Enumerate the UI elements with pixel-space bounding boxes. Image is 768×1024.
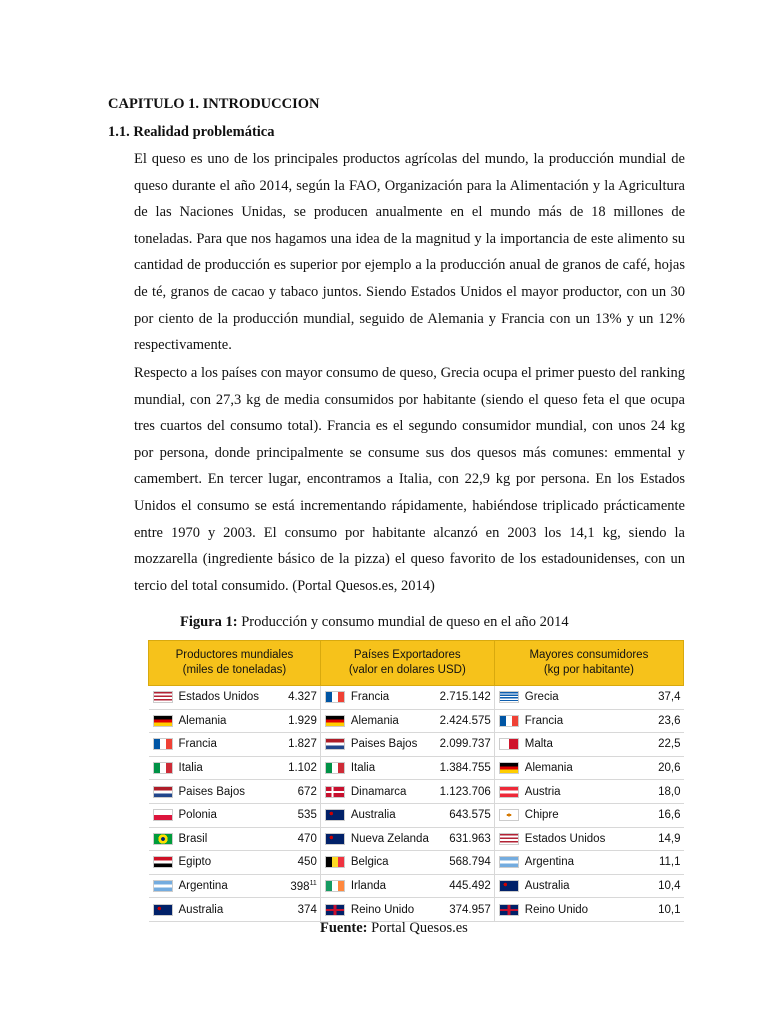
producer-country: Alemania: [149, 709, 278, 733]
header-producers: Productores mundiales (miles de toneladas): [149, 641, 321, 686]
section-heading: 1.1. Realidad problemática: [108, 124, 275, 140]
flag-ar-icon: [153, 880, 173, 892]
figure-source-label: Fuente:: [320, 920, 368, 936]
flag-de-icon: [325, 715, 345, 727]
exporter-country: Alemania: [320, 709, 433, 733]
producer-value: 4.327: [278, 686, 321, 710]
flag-fr-icon: [499, 715, 519, 727]
flag-nl-icon: [153, 786, 173, 798]
consumer-value: 11,1: [629, 851, 684, 875]
producer-value: 450: [278, 851, 321, 875]
exporter-value: 374.957: [433, 898, 494, 922]
flag-au-icon: [153, 904, 173, 916]
exporter-value: 568.794: [433, 851, 494, 875]
table-row: [149, 733, 684, 757]
consumer-value: 37,4: [629, 686, 684, 710]
table-row: [149, 851, 684, 875]
consumer-value: 20,6: [629, 756, 684, 780]
producer-country: Estados Unidos: [149, 686, 278, 710]
figure-caption-label: Figura 1:: [180, 614, 238, 630]
flag-uk-icon: [499, 904, 519, 916]
flag-dk-icon: [325, 786, 345, 798]
producer-country: Paises Bajos: [149, 780, 278, 804]
consumer-value: 14,9: [629, 827, 684, 851]
exporter-value: 2.424.575: [433, 709, 494, 733]
table-header-row: [149, 641, 684, 686]
exporter-country: Paises Bajos: [320, 733, 433, 757]
consumer-country: Malta: [494, 733, 628, 757]
header-consumers: Mayores consumidores (kg por habitante): [494, 641, 683, 686]
exporter-country: Dinamarca: [320, 780, 433, 804]
consumer-country: Alemania: [494, 756, 628, 780]
flag-au-icon: [325, 809, 345, 821]
figure-caption-text: Producción y consumo mundial de queso en el año 2014: [237, 614, 569, 630]
exporter-value: 2.715.142: [433, 686, 494, 710]
table-row: [149, 827, 684, 851]
producer-value: $398^{11}$: [278, 874, 321, 898]
exporter-country: Nueva Zelanda: [320, 827, 433, 851]
consumer-country: Francia: [494, 709, 628, 733]
flag-eg-icon: [153, 856, 173, 868]
flag-us-icon: [499, 833, 519, 845]
producer-value: 535: [278, 803, 321, 827]
flag-fr-icon: [325, 691, 345, 703]
consumer-country: Australia: [494, 874, 628, 898]
flag-nz-icon: [325, 833, 345, 845]
exporter-value: 2.099.737: [433, 733, 494, 757]
flag-nl-icon: [325, 738, 345, 750]
figure-source-text: Portal Quesos.es: [367, 920, 468, 936]
flag-ie-icon: [325, 880, 345, 892]
table-row: [149, 686, 684, 710]
chapter-heading: CAPITULO 1. INTRODUCCION: [108, 96, 320, 112]
flag-it-icon: [153, 762, 173, 774]
producer-country: Argentina: [149, 874, 278, 898]
table-row: [149, 756, 684, 780]
table-row: [149, 803, 684, 827]
header-exporters: Países Exportadores (valor en dolares USD): [320, 641, 494, 686]
figure-source: [0, 920, 768, 937]
flag-mt-icon: [499, 738, 519, 750]
producer-country: Australia: [149, 898, 278, 922]
producer-country: Francia: [149, 733, 278, 757]
producer-country: Egipto: [149, 851, 278, 875]
flag-be-icon: [325, 856, 345, 868]
producer-country: Polonia: [149, 803, 278, 827]
consumer-country: Chipre: [494, 803, 628, 827]
producer-country: Brasil: [149, 827, 278, 851]
producer-value: 374: [278, 898, 321, 922]
exporter-country: Italia: [320, 756, 433, 780]
flag-gr-icon: [499, 691, 519, 703]
flag-uk-icon: [325, 904, 345, 916]
paragraph-1: El queso es uno de los principales productos agrícolas del mundo, la producción mundial de queso durante el año 2014, según la FAO, Organización para la Alimentación y la Agricultura de las Naciones Unidas, se producen anualmente en el mundo más de 18 millones de toneladas. Para que nos hagamos una idea de la magnitud y la importancia de este alimento su cantidad de producción es superior por ejemplo a la producción anual de granos de café, hojas de té, granos de cacao y tabaco juntos. Siendo Estados Unidos el mayor productor, con un 30 por ciento de la producción mundial, seguido de Alemania y Francia con un 13% y un 12% respectivamente.: [134, 151, 685, 354]
consumer-country: Estados Unidos: [494, 827, 628, 851]
exporter-value: 643.575: [433, 803, 494, 827]
exporter-country: Francia: [320, 686, 433, 710]
consumer-country: Austria: [494, 780, 628, 804]
exporter-value: 1.123.706: [433, 780, 494, 804]
flag-de-icon: [499, 762, 519, 774]
table-row: [149, 874, 684, 898]
table-row: [149, 898, 684, 922]
producer-value: 672: [278, 780, 321, 804]
consumer-country: Grecia: [494, 686, 628, 710]
flag-br-icon: [153, 833, 173, 845]
consumer-country: Argentina: [494, 851, 628, 875]
exporter-value: 631.963: [433, 827, 494, 851]
flag-at-icon: [499, 786, 519, 798]
figure-caption: [0, 614, 768, 631]
consumer-value: 16,6: [629, 803, 684, 827]
flag-pl-icon: [153, 809, 173, 821]
exporter-country: Reino Unido: [320, 898, 433, 922]
exporter-country: Irlanda: [320, 874, 433, 898]
flag-it-icon: [325, 762, 345, 774]
exporter-value: 445.492: [433, 874, 494, 898]
table-row: [149, 780, 684, 804]
flag-de-icon: [153, 715, 173, 727]
flag-fr-icon: [153, 738, 173, 750]
consumer-value: 10,1: [629, 898, 684, 922]
producer-value: 1.102: [278, 756, 321, 780]
consumer-value: 23,6: [629, 709, 684, 733]
paragraph-2: Respecto a los países con mayor consumo de queso, Grecia ocupa el primer puesto del ranking mundial, con 27,3 kg de media consumidos por habitante (siendo el queso feta el que ocupa tres cuartos del consumo total). Francia es el segundo consumidor mundial, con unos 24 kg por persona, donde principalmente se consume sus dos quesos más comunes: emmental y camembert. En tercer lugar, encontramos a Italia, con 22,9 kg por persona. En los Estados Unidos el consumo se está incrementando rápidamente, habiéndose triplicado prácticamente entre 1970 y 2003. El consumo por habitante alcanzó en 2003 los 14,1 kg, siendo la mozzarella (ingrediente básico de la pizza) el queso favorito de los estadounidenses, con un tercio del total consumido. (Portal Quesos.es, 2014): [134, 365, 685, 594]
table-row: [149, 709, 684, 733]
consumer-country: Reino Unido: [494, 898, 628, 922]
consumer-value: 18,0: [629, 780, 684, 804]
exporter-country: Australia: [320, 803, 433, 827]
consumer-value: 10,4: [629, 874, 684, 898]
producer-value: 1.827: [278, 733, 321, 757]
producer-country: Italia: [149, 756, 278, 780]
consumer-value: 22,5: [629, 733, 684, 757]
cheese-table: [148, 640, 684, 922]
producer-value: 470: [278, 827, 321, 851]
exporter-value: 1.384.755: [433, 756, 494, 780]
flag-cy-icon: [499, 809, 519, 821]
exporter-country: Belgica: [320, 851, 433, 875]
flag-au-icon: [499, 880, 519, 892]
flag-ar-icon: [499, 856, 519, 868]
flag-us-icon: [153, 691, 173, 703]
producer-value: 1.929: [278, 709, 321, 733]
